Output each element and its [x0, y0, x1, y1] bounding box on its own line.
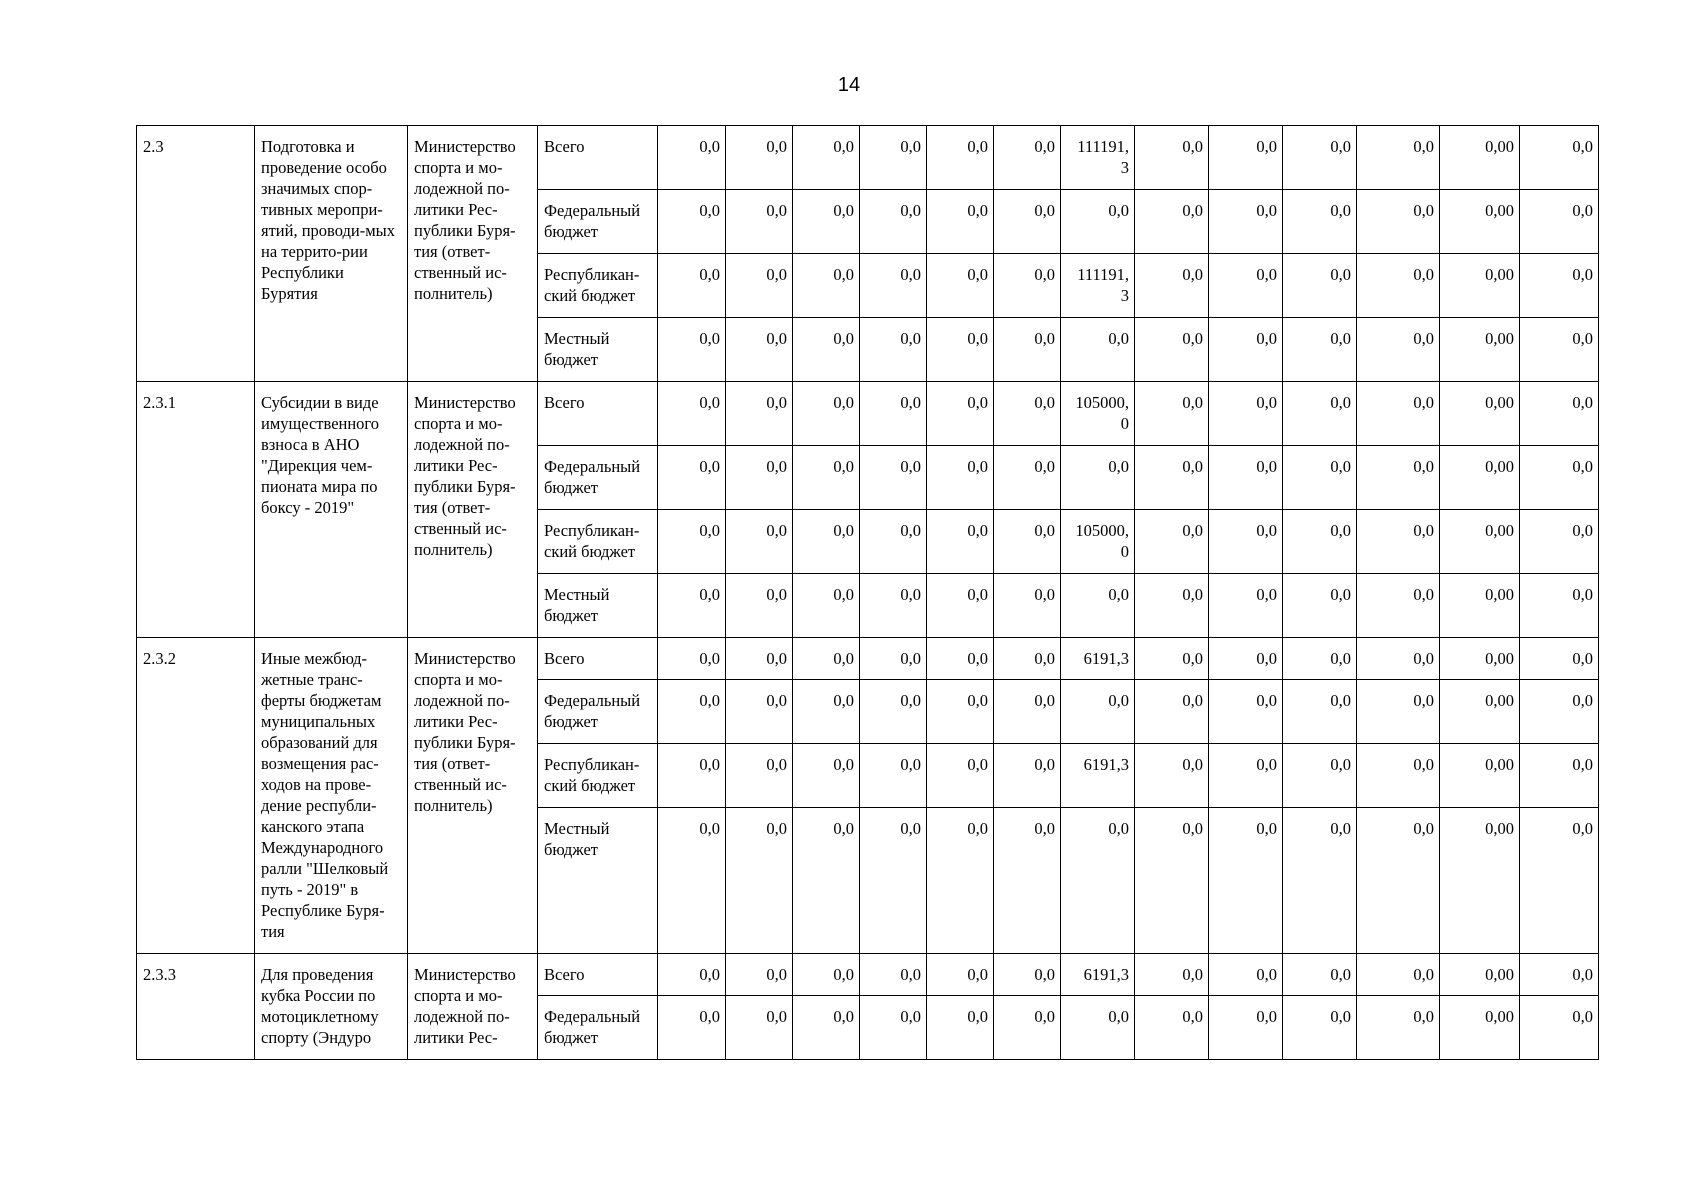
amount-cell: 0,0 — [927, 510, 994, 574]
amount-cell: 0,00 — [1440, 808, 1520, 954]
amount-cell: 0,0 — [1357, 510, 1440, 574]
amount-cell: 111191, 3 — [1061, 254, 1135, 318]
amount-cell: 0,0 — [1357, 996, 1440, 1060]
amount-cell: 0,0 — [994, 190, 1061, 254]
amount-cell: 0,0 — [726, 638, 793, 680]
amount-cell: 0,0 — [927, 446, 994, 510]
amount-cell: 0,0 — [726, 808, 793, 954]
amount-cell: 0,0 — [860, 382, 927, 446]
amount-cell: 0,0 — [1283, 574, 1357, 638]
amount-cell: 0,0 — [1061, 680, 1135, 744]
amount-cell: 0,0 — [1135, 680, 1209, 744]
amount-cell: 0,0 — [1283, 126, 1357, 190]
amount-cell: 0,0 — [994, 954, 1061, 996]
amount-cell: 0,0 — [1520, 190, 1599, 254]
amount-cell: 0,0 — [994, 510, 1061, 574]
amount-cell: 0,0 — [1061, 996, 1135, 1060]
funding-source: Всего — [538, 954, 658, 996]
amount-cell: 0,0 — [793, 954, 860, 996]
funding-source: Местный бюджет — [538, 574, 658, 638]
funding-source: Всего — [538, 638, 658, 680]
amount-cell: 0,0 — [1209, 446, 1283, 510]
amount-cell: 0,0 — [1135, 744, 1209, 808]
amount-cell: 0,0 — [726, 446, 793, 510]
amount-cell: 0,0 — [1135, 510, 1209, 574]
amount-cell: 0,0 — [860, 638, 927, 680]
amount-cell: 0,0 — [658, 996, 726, 1060]
amount-cell: 0,0 — [1283, 190, 1357, 254]
amount-cell: 0,0 — [793, 510, 860, 574]
amount-cell: 0,0 — [860, 126, 927, 190]
amount-cell: 0,0 — [658, 254, 726, 318]
amount-cell: 0,0 — [793, 254, 860, 318]
amount-cell: 0,0 — [994, 996, 1061, 1060]
amount-cell: 0,0 — [1357, 744, 1440, 808]
amount-cell: 0,0 — [658, 954, 726, 996]
amount-cell: 0,0 — [994, 744, 1061, 808]
amount-cell: 0,0 — [1209, 382, 1283, 446]
amount-cell: 0,00 — [1440, 318, 1520, 382]
funding-source: Республикан-ский бюджет — [538, 744, 658, 808]
amount-cell: 0,0 — [860, 190, 927, 254]
amount-cell: 0,0 — [994, 680, 1061, 744]
amount-cell: 0,00 — [1440, 126, 1520, 190]
amount-cell: 0,0 — [658, 808, 726, 954]
amount-cell: 0,0 — [793, 638, 860, 680]
table-row — [137, 126, 1599, 190]
amount-cell: 0,00 — [1440, 680, 1520, 744]
amount-cell: 0,00 — [1440, 446, 1520, 510]
amount-cell: 0,0 — [1520, 954, 1599, 996]
amount-cell: 0,00 — [1440, 574, 1520, 638]
amount-cell: 0,0 — [1135, 382, 1209, 446]
amount-cell: 0,0 — [927, 190, 994, 254]
amount-cell: 0,0 — [658, 318, 726, 382]
amount-cell: 0,0 — [994, 446, 1061, 510]
amount-cell: 0,0 — [1209, 254, 1283, 318]
amount-cell: 0,0 — [927, 574, 994, 638]
amount-cell: 0,0 — [1520, 446, 1599, 510]
amount-cell: 0,0 — [726, 954, 793, 996]
amount-cell: 0,0 — [860, 510, 927, 574]
amount-cell: 0,0 — [1283, 318, 1357, 382]
funding-source: Федеральный бюджет — [538, 996, 658, 1060]
amount-cell: 0,0 — [1135, 808, 1209, 954]
amount-cell: 0,0 — [1135, 254, 1209, 318]
amount-cell: 0,0 — [1061, 190, 1135, 254]
amount-cell: 6191,3 — [1061, 638, 1135, 680]
amount-cell: 0,0 — [1283, 510, 1357, 574]
amount-cell: 0,0 — [726, 744, 793, 808]
section-code: 2.3.3 — [137, 954, 255, 1060]
amount-cell: 0,0 — [1520, 574, 1599, 638]
amount-cell: 0,0 — [1357, 382, 1440, 446]
amount-cell: 0,0 — [1520, 996, 1599, 1060]
amount-cell: 6191,3 — [1061, 954, 1135, 996]
amount-cell: 0,00 — [1440, 996, 1520, 1060]
amount-cell: 0,00 — [1440, 190, 1520, 254]
section-executor: Министерство спорта и мо-лодежной по-литики Рес- — [408, 954, 538, 1060]
amount-cell: 0,0 — [1209, 744, 1283, 808]
funding-source: Республикан-ский бюджет — [538, 510, 658, 574]
amount-cell: 0,0 — [1209, 808, 1283, 954]
amount-cell: 0,0 — [1520, 638, 1599, 680]
amount-cell: 0,0 — [726, 190, 793, 254]
amount-cell: 0,0 — [1135, 190, 1209, 254]
funding-source: Федеральный бюджет — [538, 190, 658, 254]
amount-cell: 0,0 — [1520, 744, 1599, 808]
funding-source: Местный бюджет — [538, 318, 658, 382]
amount-cell: 0,0 — [860, 744, 927, 808]
amount-cell: 0,0 — [1357, 638, 1440, 680]
amount-cell: 0,0 — [1061, 318, 1135, 382]
amount-cell: 0,0 — [994, 254, 1061, 318]
funding-source: Федеральный бюджет — [538, 446, 658, 510]
amount-cell: 0,0 — [1209, 954, 1283, 996]
amount-cell: 0,0 — [1520, 318, 1599, 382]
amount-cell: 0,0 — [726, 680, 793, 744]
amount-cell: 0,0 — [994, 638, 1061, 680]
amount-cell: 0,0 — [726, 126, 793, 190]
amount-cell: 0,0 — [1061, 808, 1135, 954]
amount-cell: 0,0 — [927, 996, 994, 1060]
funding-source: Республикан-ский бюджет — [538, 254, 658, 318]
amount-cell: 0,0 — [1283, 638, 1357, 680]
table-row — [137, 382, 1599, 446]
section-executor: Министерство спорта и мо-лодежной по-литики Рес-публики Буря-тия (ответ-ственный ис-полнитель) — [408, 126, 538, 382]
amount-cell: 0,0 — [860, 446, 927, 510]
amount-cell: 0,0 — [1135, 126, 1209, 190]
amount-cell: 0,0 — [860, 574, 927, 638]
amount-cell: 0,0 — [1283, 446, 1357, 510]
amount-cell: 0,0 — [1357, 318, 1440, 382]
amount-cell: 0,00 — [1440, 254, 1520, 318]
amount-cell: 0,0 — [994, 382, 1061, 446]
amount-cell: 0,0 — [1209, 190, 1283, 254]
amount-cell: 0,0 — [1357, 446, 1440, 510]
amount-cell: 0,0 — [793, 382, 860, 446]
amount-cell: 0,0 — [927, 744, 994, 808]
amount-cell: 0,0 — [658, 382, 726, 446]
amount-cell: 0,0 — [1520, 510, 1599, 574]
amount-cell: 0,0 — [1209, 574, 1283, 638]
amount-cell: 0,0 — [860, 808, 927, 954]
amount-cell: 0,0 — [1209, 510, 1283, 574]
amount-cell: 6191,3 — [1061, 744, 1135, 808]
section-executor: Министерство спорта и мо-лодежной по-литики Рес-публики Буря-тия (ответ-ственный ис-полнитель) — [408, 638, 538, 954]
amount-cell: 0,0 — [658, 744, 726, 808]
amount-cell: 0,0 — [1283, 744, 1357, 808]
amount-cell: 0,0 — [1135, 638, 1209, 680]
amount-cell: 0,0 — [1520, 126, 1599, 190]
amount-cell: 0,0 — [1209, 318, 1283, 382]
section-code: 2.3 — [137, 126, 255, 382]
section-name: Подготовка и проведение особо значимых спор-тивных меропри-ятий, проводи-мых на террито-рии Республики Бурятия — [255, 126, 408, 382]
amount-cell: 0,0 — [658, 638, 726, 680]
budget-table — [136, 125, 1599, 1060]
amount-cell: 0,0 — [726, 510, 793, 574]
amount-cell: 0,0 — [1520, 808, 1599, 954]
amount-cell: 0,00 — [1440, 382, 1520, 446]
amount-cell: 0,0 — [726, 382, 793, 446]
section-executor: Министерство спорта и мо-лодежной по-литики Рес-публики Буря-тия (ответ-ственный ис-полнитель) — [408, 382, 538, 638]
amount-cell: 0,0 — [860, 318, 927, 382]
table-row — [137, 954, 1599, 996]
table-row — [137, 638, 1599, 680]
amount-cell: 0,0 — [793, 574, 860, 638]
amount-cell: 0,0 — [927, 680, 994, 744]
amount-cell: 0,0 — [927, 318, 994, 382]
amount-cell: 0,0 — [658, 574, 726, 638]
amount-cell: 0,0 — [1520, 254, 1599, 318]
amount-cell: 0,0 — [793, 744, 860, 808]
amount-cell: 0,0 — [1209, 996, 1283, 1060]
amount-cell: 0,0 — [1061, 574, 1135, 638]
amount-cell: 0,0 — [793, 446, 860, 510]
amount-cell: 0,0 — [1520, 382, 1599, 446]
funding-source: Всего — [538, 126, 658, 190]
amount-cell: 0,00 — [1440, 954, 1520, 996]
amount-cell: 0,0 — [1520, 680, 1599, 744]
amount-cell: 0,0 — [927, 638, 994, 680]
amount-cell: 0,0 — [793, 996, 860, 1060]
amount-cell: 0,0 — [927, 126, 994, 190]
amount-cell: 0,0 — [726, 996, 793, 1060]
amount-cell: 0,0 — [860, 680, 927, 744]
amount-cell: 0,0 — [1283, 254, 1357, 318]
amount-cell: 105000, 0 — [1061, 382, 1135, 446]
funding-source: Местный бюджет — [538, 808, 658, 954]
amount-cell: 0,0 — [860, 954, 927, 996]
amount-cell: 0,0 — [1283, 996, 1357, 1060]
section-name: Для проведения кубка России по мотоциклетному спорту (Эндуро — [255, 954, 408, 1060]
amount-cell: 0,0 — [1283, 954, 1357, 996]
amount-cell: 0,0 — [658, 680, 726, 744]
amount-cell: 0,0 — [658, 446, 726, 510]
amount-cell: 0,0 — [1357, 808, 1440, 954]
amount-cell: 0,0 — [793, 190, 860, 254]
amount-cell: 0,0 — [1209, 680, 1283, 744]
amount-cell: 0,0 — [1357, 126, 1440, 190]
amount-cell: 0,00 — [1440, 638, 1520, 680]
amount-cell: 0,0 — [994, 574, 1061, 638]
amount-cell: 0,0 — [994, 318, 1061, 382]
amount-cell: 0,0 — [1357, 190, 1440, 254]
section-code: 2.3.1 — [137, 382, 255, 638]
amount-cell: 0,0 — [1357, 954, 1440, 996]
amount-cell: 0,0 — [726, 318, 793, 382]
amount-cell: 0,0 — [1357, 254, 1440, 318]
amount-cell: 0,0 — [860, 254, 927, 318]
amount-cell: 111191, 3 — [1061, 126, 1135, 190]
section-code: 2.3.2 — [137, 638, 255, 954]
amount-cell: 0,0 — [658, 510, 726, 574]
amount-cell: 0,0 — [1209, 638, 1283, 680]
amount-cell: 0,0 — [1135, 996, 1209, 1060]
amount-cell: 0,0 — [1209, 126, 1283, 190]
amount-cell: 0,0 — [1283, 808, 1357, 954]
amount-cell: 0,00 — [1440, 510, 1520, 574]
amount-cell: 0,0 — [1135, 574, 1209, 638]
amount-cell: 0,0 — [793, 318, 860, 382]
amount-cell: 0,0 — [1357, 574, 1440, 638]
funding-source: Всего — [538, 382, 658, 446]
amount-cell: 0,0 — [860, 996, 927, 1060]
amount-cell: 0,0 — [1283, 382, 1357, 446]
table-body — [137, 126, 1599, 1060]
amount-cell: 0,0 — [927, 808, 994, 954]
amount-cell: 0,0 — [658, 126, 726, 190]
amount-cell: 0,0 — [927, 254, 994, 318]
amount-cell: 0,0 — [726, 254, 793, 318]
amount-cell: 0,0 — [927, 954, 994, 996]
section-name: Субсидии в виде имущественного взноса в АНО "Дирекция чем-пионата мира по боксу - 2019" — [255, 382, 408, 638]
amount-cell: 0,0 — [927, 382, 994, 446]
section-name: Иные межбюд-жетные транс-ферты бюджетам муниципальных образований для возмещения рас-ходов на прове-дение республи-канского этапа Международного ралли "Шелковый путь - 2019" в Республике Буря-тия — [255, 638, 408, 954]
amount-cell: 0,00 — [1440, 744, 1520, 808]
amount-cell: 0,0 — [1135, 446, 1209, 510]
amount-cell: 0,0 — [994, 808, 1061, 954]
amount-cell: 0,0 — [726, 574, 793, 638]
amount-cell: 0,0 — [793, 808, 860, 954]
amount-cell: 0,0 — [658, 190, 726, 254]
amount-cell: 0,0 — [1061, 446, 1135, 510]
amount-cell: 0,0 — [793, 680, 860, 744]
amount-cell: 0,0 — [994, 126, 1061, 190]
amount-cell: 0,0 — [1283, 680, 1357, 744]
amount-cell: 105000, 0 — [1061, 510, 1135, 574]
amount-cell: 0,0 — [1135, 318, 1209, 382]
amount-cell: 0,0 — [793, 126, 860, 190]
amount-cell: 0,0 — [1135, 954, 1209, 996]
amount-cell: 0,0 — [1357, 680, 1440, 744]
funding-source: Федеральный бюджет — [538, 680, 658, 744]
page-number: 14 — [837, 74, 861, 96]
